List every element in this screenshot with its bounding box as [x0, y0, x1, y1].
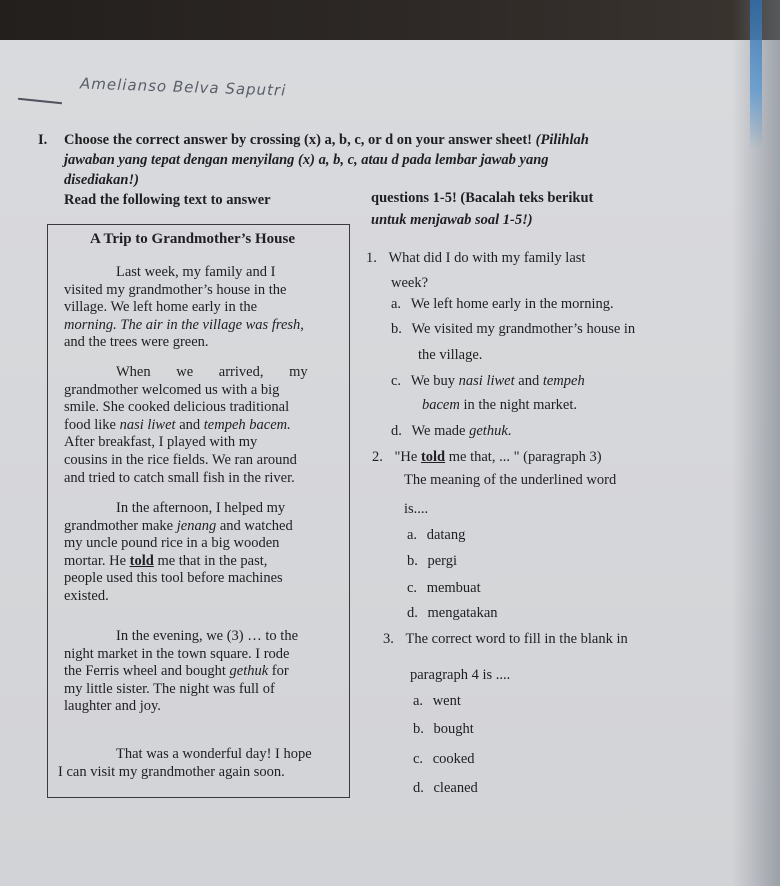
option-text: We left home early in the morning. [410, 296, 614, 312]
story-line: night market in the town square. I rode [64, 645, 290, 662]
option-letter: a. [407, 527, 418, 543]
text-run: We buy [410, 373, 459, 389]
story-line: After breakfast, I played with my [64, 434, 258, 451]
story-line: In the afternoon, I helped my [116, 500, 286, 516]
option-text [412, 423, 512, 439]
option-letter: c. [407, 580, 418, 596]
read-instruction-left: Read the following text to answer [64, 192, 271, 208]
text-run: me that, ... " (paragraph 3) [445, 449, 602, 465]
text-run-italic: nasi liwet [458, 373, 515, 389]
story-line: laughter and joy. [64, 698, 161, 715]
question-2-stem-line-3: is.... [404, 501, 429, 517]
instruction-indonesian-1: (Pilihlah [535, 132, 589, 148]
story-line: my uncle pound rice in a big wooden [64, 535, 280, 552]
underlined-word: told [129, 552, 154, 569]
story-line: smile. She cooked delicious traditional [64, 399, 290, 416]
text-run-italic: jenang [176, 517, 217, 534]
text-run: "He [394, 449, 421, 465]
question-number: 3. [383, 631, 394, 647]
text-run: We made [411, 423, 470, 439]
option-text: datang [426, 527, 466, 543]
option-letter: d. [391, 423, 402, 439]
text-run-italic: tempeh [542, 373, 585, 389]
option-text: cleaned [433, 780, 478, 796]
story-line: That was a wonderful day! I hope [116, 746, 312, 762]
instruction-indonesian-2: jawaban yang tepat dengan menyilang (x) a, b, c, atau d pada lembar jawab yang [64, 152, 549, 168]
story-line: visited my grandmother’s house in the [64, 281, 287, 298]
text-run-italic: tempeh bacem. [203, 416, 291, 433]
text-run-italic: gethuk [229, 663, 269, 680]
instruction-text [64, 130, 678, 190]
instruction-english: Choose the correct answer by crossing (x) a, b, c, or d on your answer sheet! [64, 132, 533, 148]
background-object [750, 0, 762, 150]
story-line: grandmother welcomed us with a big [64, 381, 280, 398]
read-instruction-right: questions 1-5! (Bacalah teks berikut [371, 190, 594, 206]
text-run: . [507, 423, 512, 439]
story-line [64, 553, 336, 571]
story-line: people used this tool before machines [64, 570, 283, 587]
question-3-stem-line-2: paragraph 4 is .... [410, 667, 511, 683]
story-line: existed. [64, 587, 109, 604]
option-letter: b. [391, 321, 402, 337]
story-line: morning. The air in the village was fresh, [64, 316, 304, 333]
story-line [64, 417, 336, 435]
story-line: and tried to catch small fish in the river. [64, 469, 295, 486]
story-line: In the evening, we (3) … to the [116, 628, 299, 644]
question-2-stem-line-2: The meaning of the underlined word [404, 472, 617, 488]
text-run-italic: bacem [422, 397, 460, 413]
option-text: mengatakan [427, 605, 498, 621]
question-1-stem-line-2: week? [391, 275, 429, 291]
story-paragraph-1 [64, 264, 336, 352]
section-number: I. [38, 132, 48, 148]
option-text [411, 373, 585, 389]
option-letter: b. [407, 553, 418, 569]
question-1 [366, 249, 585, 267]
text-run: the Ferris wheel and bought [64, 663, 230, 680]
question-1-option-a[interactable] [391, 296, 614, 313]
question-number: 1. [366, 250, 377, 266]
story-line [64, 518, 336, 536]
question-stem: The correct word to fill in the blank in [405, 631, 628, 647]
option-text: membuat [426, 580, 481, 596]
story-line: and the trees were green. [64, 334, 209, 351]
text-run: and watched [216, 517, 293, 534]
student-name-handwritten: Amelianso Belva Saputri [79, 74, 287, 100]
option-letter: c. [391, 373, 402, 389]
text-run: me that in the past, [153, 552, 268, 569]
story-line: village. We left home early in the [64, 299, 258, 316]
story-line: Last week, my family and I [116, 264, 276, 280]
option-letter: d. [407, 605, 418, 621]
question-2 [372, 448, 602, 466]
story-line: When we arrived, my [116, 364, 308, 380]
instruction-block [38, 130, 678, 190]
option-letter: b. [413, 721, 424, 737]
option-letter: a. [391, 296, 402, 312]
read-instruction-right-2: untuk menjawab soal 1-5!) [371, 212, 533, 228]
text-run: food like [64, 416, 120, 433]
question-3-option-a[interactable] [413, 693, 461, 710]
question-3-option-d[interactable] [413, 780, 478, 797]
question-number: 2. [372, 449, 383, 465]
question-1-option-d[interactable] [391, 423, 511, 440]
option-letter: d. [413, 780, 424, 796]
underlined-word: told [420, 449, 446, 465]
text-run-italic: nasi liwet [119, 416, 176, 433]
story-line: my little sister. The night was full of [64, 680, 275, 697]
option-letter: c. [413, 751, 424, 767]
text-run: for [268, 663, 289, 680]
text-run: in the night market. [459, 397, 578, 413]
question-2-option-d[interactable] [407, 605, 498, 622]
question-2-option-a[interactable] [407, 527, 465, 544]
story-title: A Trip to Grandmother’s House [90, 231, 295, 247]
question-1-option-b-line-2: the village. [418, 347, 483, 363]
question-3-option-c[interactable] [413, 751, 475, 768]
question-3 [383, 630, 628, 648]
question-stem [395, 449, 602, 465]
question-1-option-c-line-2 [422, 397, 577, 414]
question-stem: What did I do with my family last [388, 250, 586, 266]
option-text: pergi [427, 553, 458, 569]
option-text: cooked [432, 751, 475, 767]
question-3-option-b[interactable] [413, 721, 474, 738]
text-run: mortar. He [64, 552, 130, 569]
story-line [64, 663, 336, 681]
text-run: and [514, 373, 543, 389]
story-paragraph-3 [64, 500, 336, 606]
text-run: and [175, 416, 204, 433]
story-line: cousins in the rice fields. We ran around [64, 451, 297, 468]
story-paragraph-2 [64, 364, 336, 487]
question-1-option-b[interactable] [391, 321, 635, 338]
question-2-option-c[interactable] [407, 580, 481, 597]
option-letter: a. [413, 693, 424, 709]
option-text: bought [433, 721, 474, 737]
story-line: I can visit my grandmother again soon. [58, 763, 285, 780]
instruction-indonesian-3: disediakan!) [64, 172, 139, 188]
story-paragraph-5 [58, 746, 344, 781]
option-text: went [432, 693, 461, 709]
option-text: We visited my grandmother’s house in [411, 321, 636, 337]
story-paragraph-4 [64, 628, 336, 716]
question-2-option-b[interactable] [407, 553, 457, 570]
text-run-italic: gethuk [469, 423, 508, 439]
question-1-option-c[interactable] [391, 373, 585, 390]
text-run: grandmother make [64, 517, 177, 534]
